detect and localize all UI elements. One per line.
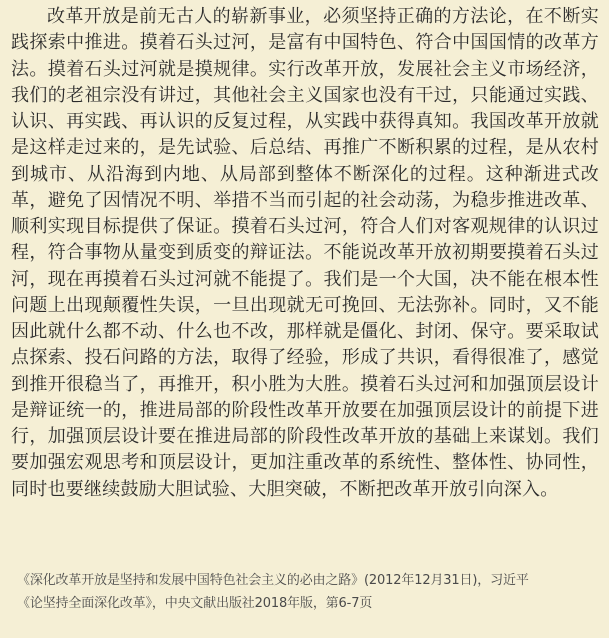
- source-line-1: 《深化改革开放是坚持和发展中国特色社会主义的必由之路》(2012年12月31日)，习近平: [17, 573, 529, 588]
- quote-paragraph: 改革开放是前无古人的崭新事业，必须坚持正确的方法论，在不断实践探索中推进。摸着石头过河，是富有中国特色、符合中国国情的改革方法。摸着石头过河就是摸规律。实行改革开放，发展社会主义市场经济，我们的老祖宗没有讲过，其他社会主义国家也没有干过，只能通过实践、认识、再实践、再认识的反复过程，从实践中获得真知。我国改革开放就是这样走过来的，是先试验、后总结、再推广不断积累的过程，是从农村到城市、从沿海到内地、从局部到整体不断深化的过程。这种渐进式改革，避免了因情况不明、举措不当而引起的社会动荡，为稳步推进改革、顺利实现目标提供了保证。摸着石头过河，符合人们对客观规律的认识过程，符合事物从量变到质变的辩证法。不能说改革开放初期要摸着石头过河，现在再摸着石头过河就不能提了。我们是一个大国，决不能在根本性问题上出现颠覆性失误，一旦出现就无可挽回、无法弥补。同时，又不能因此就什么都不动、什么也不改，那样就是僵化、封闭、保守。要采取试点探索、投石问路的方法，取得了经验，形成了共识，看得很准了，感觉到推开很稳当了，再推开，积小胜为大胜。摸着石头过河和加强顶层设计是辩证统一的，推进局部的阶段性改革开放要在加强顶层设计的前提下进行，加强顶层设计要在推进局部的阶段性改革开放的基础上来谋划。我们要加强宏观思考和顶层设计，更加注重改革的系统性、整体性、协同性，同时也要继续鼓励大胆试验、大胆突破，不断把改革开放引向深入。: [11, 6, 599, 500]
- source-citation: [17, 569, 607, 615]
- source-line-2: 《论坚持全面深化改革》，中央文献出版社2018年版，第6-7页: [17, 596, 373, 611]
